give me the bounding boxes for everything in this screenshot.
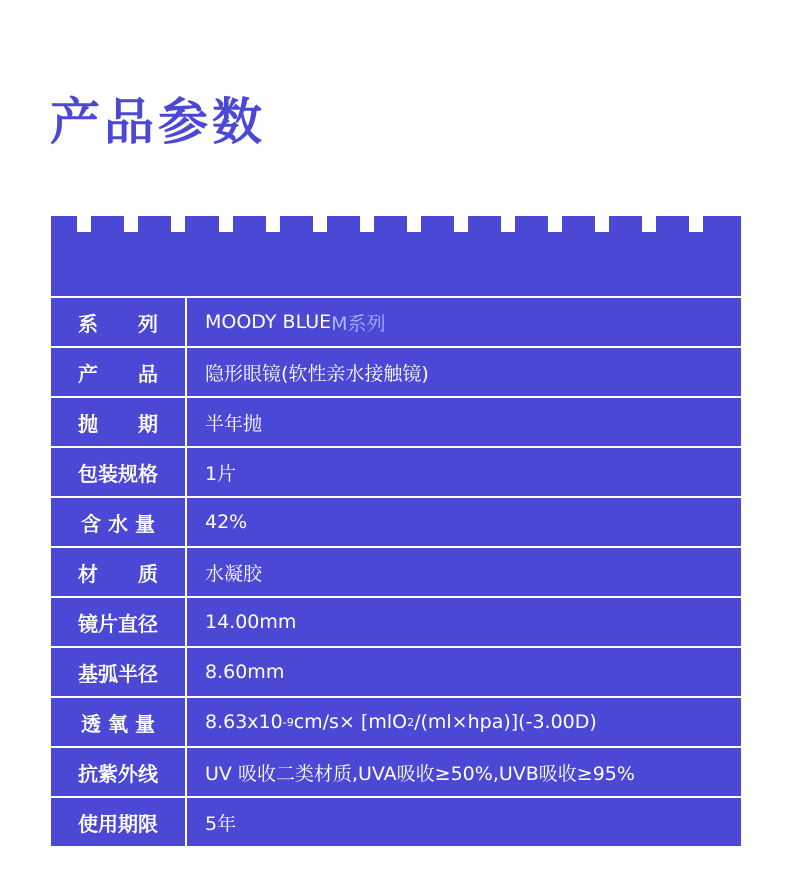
row-label: 透 氧 量 [51,698,187,746]
row-value [187,698,741,746]
table-row-uv [51,748,741,798]
row-value: 14.00mm [205,611,297,633]
table-row-oxygen [51,698,741,748]
table-row-package [51,448,741,498]
table-row-product [51,348,741,398]
table-notch [595,216,609,232]
table-row-lifespan [51,798,741,846]
table-notch [124,216,138,232]
table-notch [77,216,91,232]
table-row-material [51,548,741,598]
oxygen-subscript: 2 [407,715,415,729]
table-row-series [51,298,741,348]
series-name: MOODY BLUE [205,311,332,333]
table-header-band [51,216,741,296]
table-row-replacement [51,398,741,448]
table-notch [219,216,233,232]
series-accent: M系列 [331,312,386,335]
table-notch [548,216,562,232]
table-notch [407,216,421,232]
oxygen-mid: cm/s× [mlO [293,711,408,733]
row-value: 水凝胶 [205,562,263,585]
row-label: 镜片直径 [51,598,187,646]
row-value: 隐形眼镜(软性亲水接触镜) [205,362,429,385]
table-notch [642,216,656,232]
oxygen-pre: 8.63x10 [205,711,283,733]
table-notch [313,216,327,232]
row-value: 1片 [205,462,237,485]
row-value: 半年抛 [205,412,263,435]
table-notch [501,216,515,232]
table-row-diameter [51,598,741,648]
row-label: 基弧半径 [51,648,187,696]
table-row-base-curve [51,648,741,698]
row-value: 8.60mm [205,661,285,683]
row-label: 系 列 [51,298,187,346]
row-value: 5年 [205,812,237,835]
table-notch [171,216,185,232]
table-rows [51,296,741,846]
row-label: 使用期限 [51,798,187,846]
table-notch [454,216,468,232]
table-notch [360,216,374,232]
table-notch [266,216,280,232]
page-title: 产品参数 [50,93,266,151]
row-label: 包装规格 [51,448,187,496]
row-label: 抛 期 [51,398,187,446]
row-label: 材 质 [51,548,187,596]
row-value [187,298,741,346]
table-row-water-content [51,498,741,548]
oxygen-post: /(ml×hpa)](-3.00D) [414,711,597,733]
row-value: 42% [205,511,248,533]
table-notch [689,216,703,232]
params-table [51,216,741,846]
oxygen-exponent: -9 [282,715,294,729]
row-label: 抗紫外线 [51,748,187,796]
row-label: 含 水 量 [51,498,187,546]
row-label: 产 品 [51,348,187,396]
row-value: UV 吸收二类材质,UVA吸收≥50%,UVB吸收≥95% [205,762,635,785]
